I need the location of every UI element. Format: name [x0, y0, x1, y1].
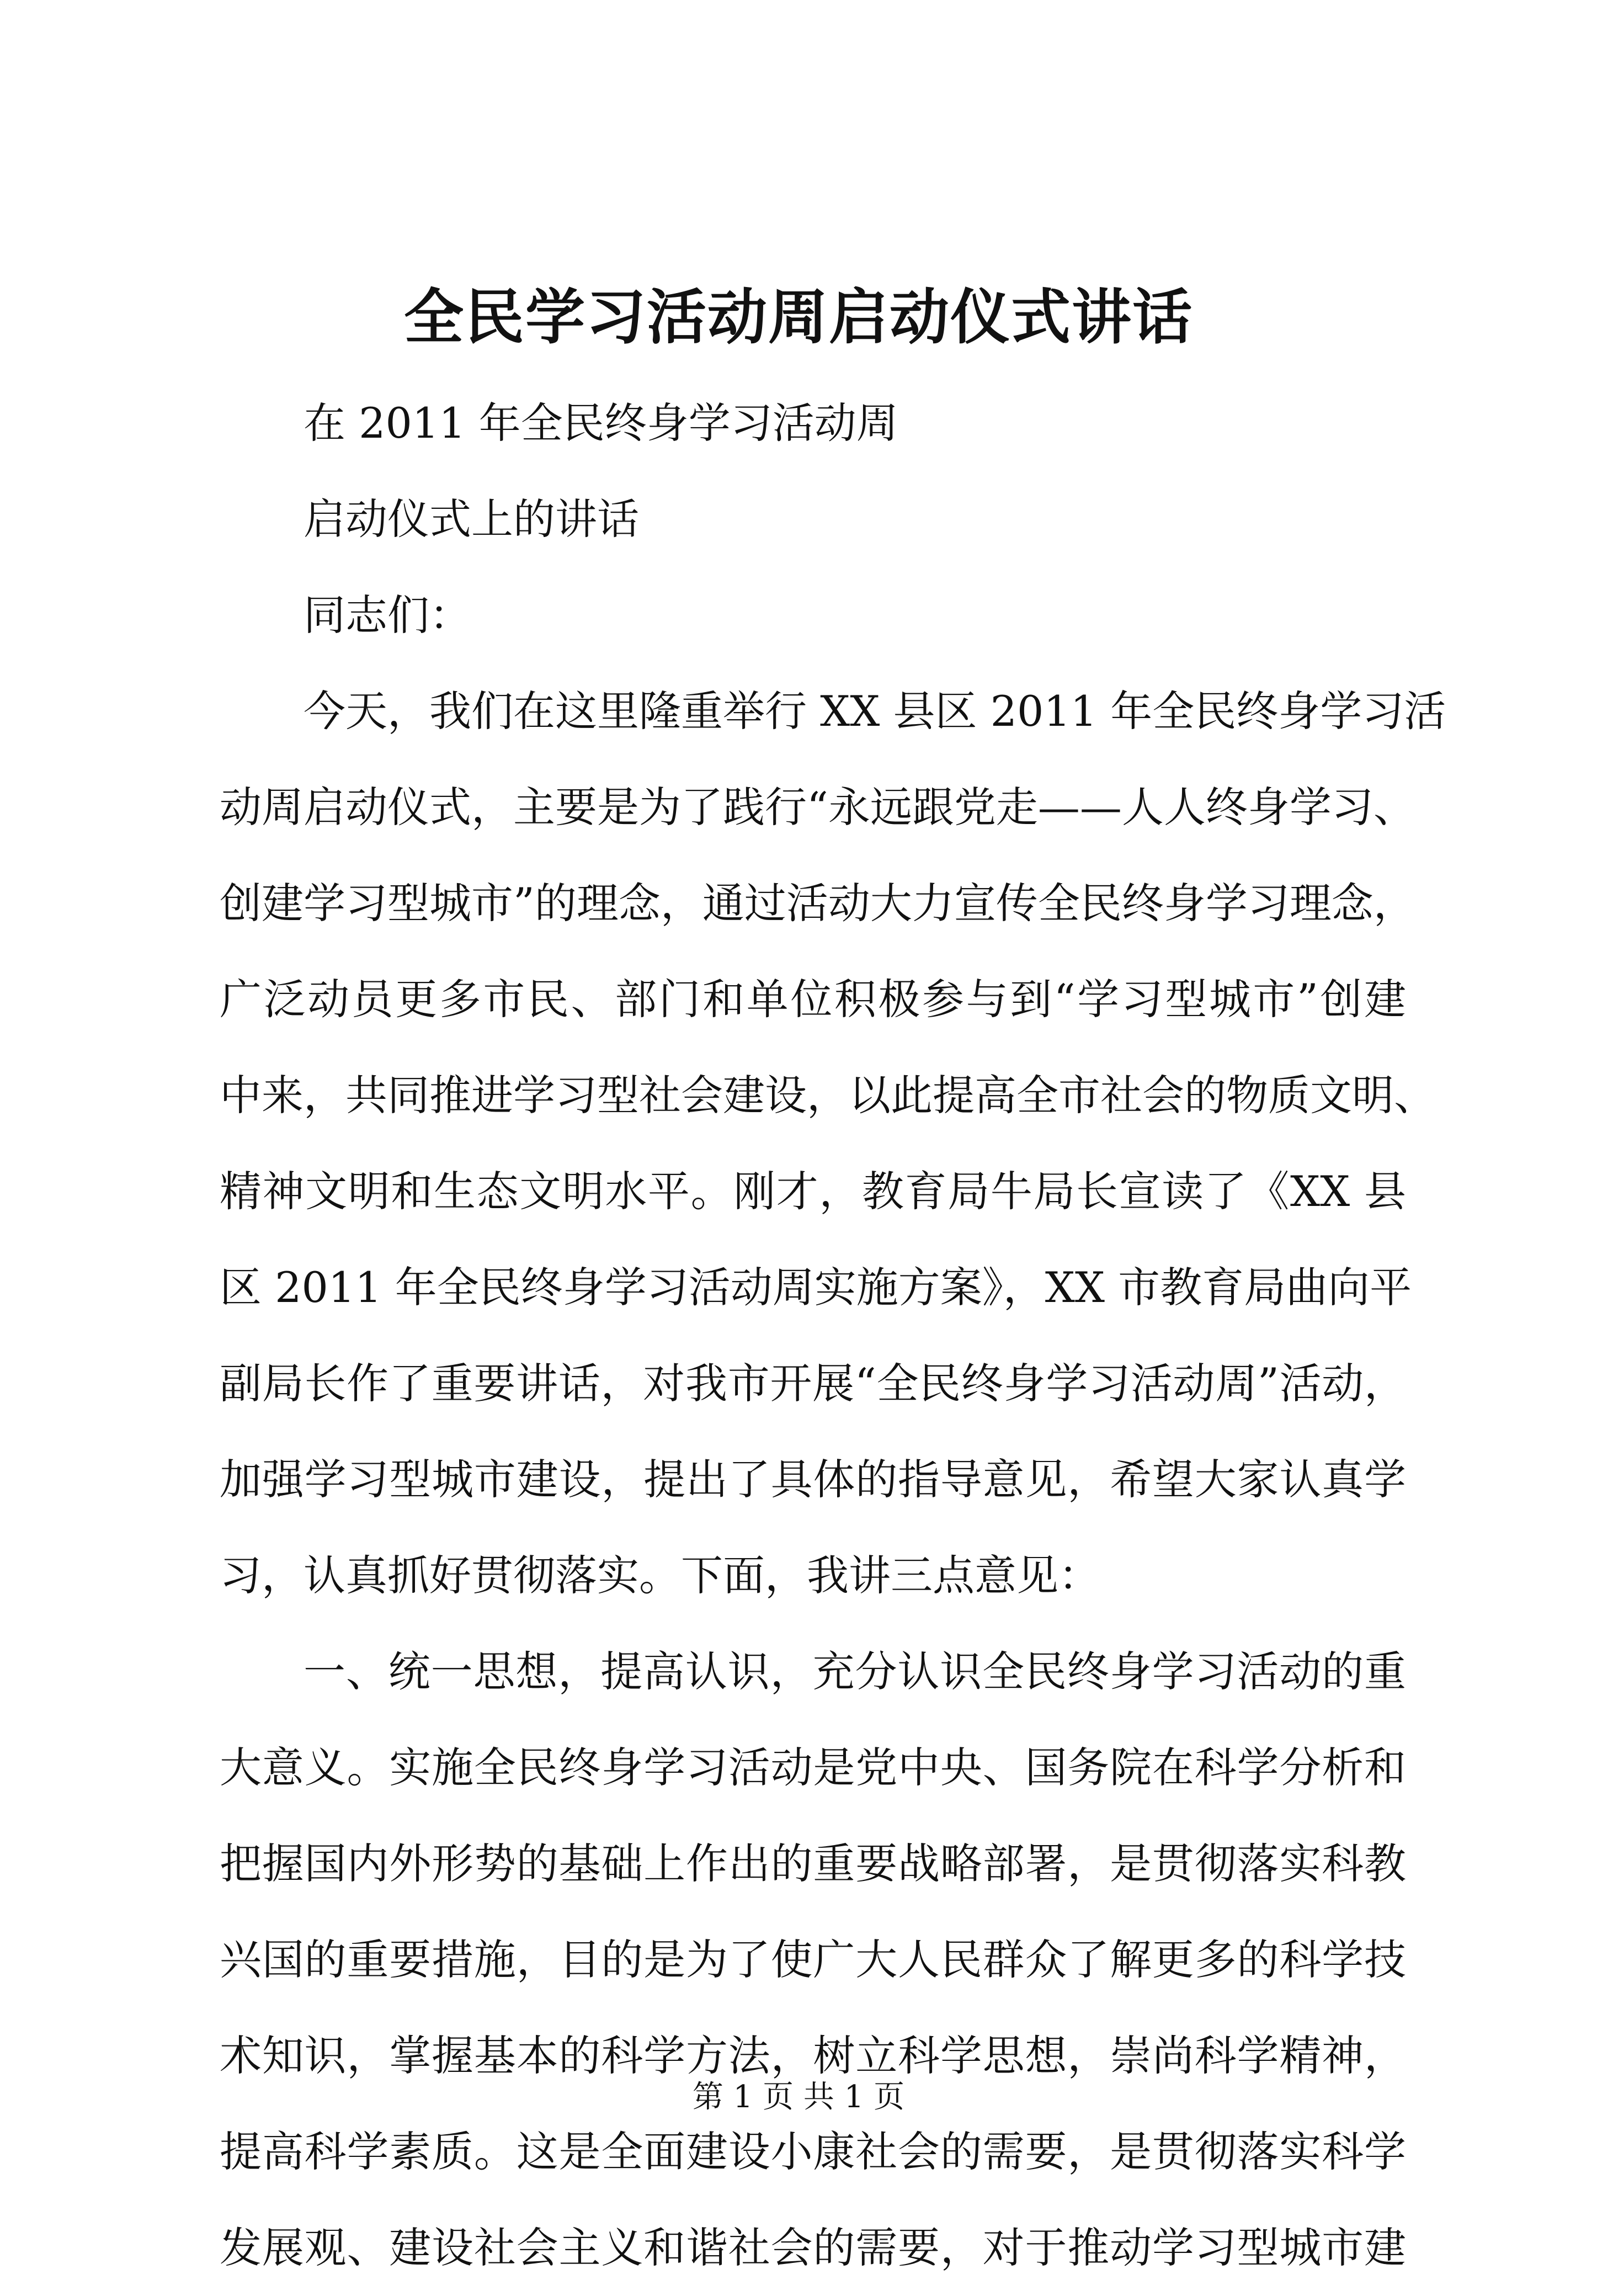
paragraph-line: 提高科学素质。这是全面建设小康社会的需要，是贯彻落实科学 — [220, 2127, 1406, 2176]
subtitle-line-2: 启动仪式上的讲话 — [304, 495, 639, 544]
paragraph-line: 发展观、建设社会主义和谐社会的需要，对于推动学习型城市建 — [220, 2223, 1406, 2272]
paragraph-line: 中来，共同推进学习型社会建设，以此提高全市社会的物质文明、 — [220, 1071, 1436, 1120]
paragraph-line: 副局长作了重要讲话，对我市开展“全民终身学习活动周”活动， — [220, 1359, 1406, 1408]
subtitle-line-1: 在 2011 年全民终身学习活动周 — [304, 398, 898, 448]
document-body — [220, 375, 1446, 2296]
paragraph-line: 广泛动员更多市民、部门和单位积极参与到“学习型城市”创建 — [220, 975, 1406, 1024]
salutation: 同志们： — [304, 591, 471, 640]
page-number-footer: 第 1 页 共 1 页 — [692, 2079, 905, 2115]
paragraph-line: 今天，我们在这里隆重举行 XX 县区 2011 年全民终身学习活 — [304, 687, 1446, 736]
paragraph-line: 习，认真抓好贯彻落实。下面，我讲三点意见： — [220, 1551, 1100, 1600]
paragraph-line: 创建学习型城市”的理念，通过活动大力宣传全民终身学习理念， — [220, 879, 1415, 928]
paragraph-line: 加强学习型城市建设，提出了具体的指导意见，希望大家认真学 — [220, 1455, 1406, 1504]
paragraph-line: 大意义。实施全民终身学习活动是党中央、国务院在科学分析和 — [220, 1743, 1406, 1792]
paragraph-line: 精神文明和生态文明水平。刚才，教育局牛局长宣读了《XX 县 — [220, 1167, 1406, 1216]
paragraph-line: 动周启动仪式，主要是为了践行“永远跟党走——人人终身学习、 — [220, 783, 1415, 832]
paragraph-line: 术知识，掌握基本的科学方法，树立科学思想，崇尚科学精神， — [220, 2031, 1406, 2080]
document-title: 全民学习活动周启动仪式讲话 — [403, 283, 1193, 352]
paragraph-line: 把握国内外形势的基础上作出的重要战略部署，是贯彻落实科教 — [220, 1839, 1406, 1888]
paragraph-line: 兴国的重要措施，目的是为了使广大人民群众了解更多的科学技 — [220, 1935, 1406, 1984]
paragraph-line: 一、统一思想，提高认识，充分认识全民终身学习活动的重 — [304, 1647, 1406, 1696]
paragraph-line: 区 2011 年全民终身学习活动周实施方案》，XX 市教育局曲向平 — [220, 1263, 1412, 1312]
